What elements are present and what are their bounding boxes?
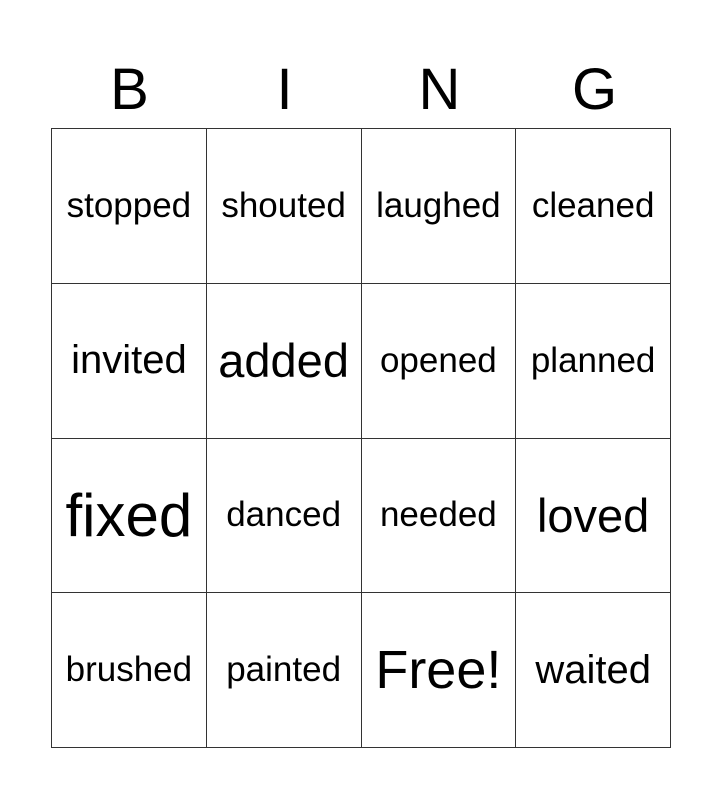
bingo-cell: waited (516, 593, 671, 748)
bingo-free-cell: Free! (362, 593, 517, 748)
bingo-cell: invited (52, 284, 207, 439)
bingo-cell: shouted (207, 129, 362, 284)
bingo-cell: planned (516, 284, 671, 439)
bingo-cell: added (207, 284, 362, 439)
bingo-cell: stopped (52, 129, 207, 284)
bingo-cell: painted (207, 593, 362, 748)
bingo-header (52, 52, 672, 128)
bingo-cell: brushed (52, 593, 207, 748)
header-letter-g: G (571, 57, 618, 122)
bingo-cell: fixed (52, 439, 207, 594)
bingo-cell: opened (362, 284, 517, 439)
bingo-card-grid (51, 128, 671, 748)
header-letter-n: N (418, 57, 461, 122)
bingo-cell: loved (516, 439, 671, 594)
header-letter-b: B (110, 57, 149, 122)
bingo-cell: laughed (362, 129, 517, 284)
bingo-cell: needed (362, 439, 517, 594)
bingo-cell: danced (207, 439, 362, 594)
bingo-cell: cleaned (516, 129, 671, 284)
header-letter-i: I (276, 57, 293, 122)
